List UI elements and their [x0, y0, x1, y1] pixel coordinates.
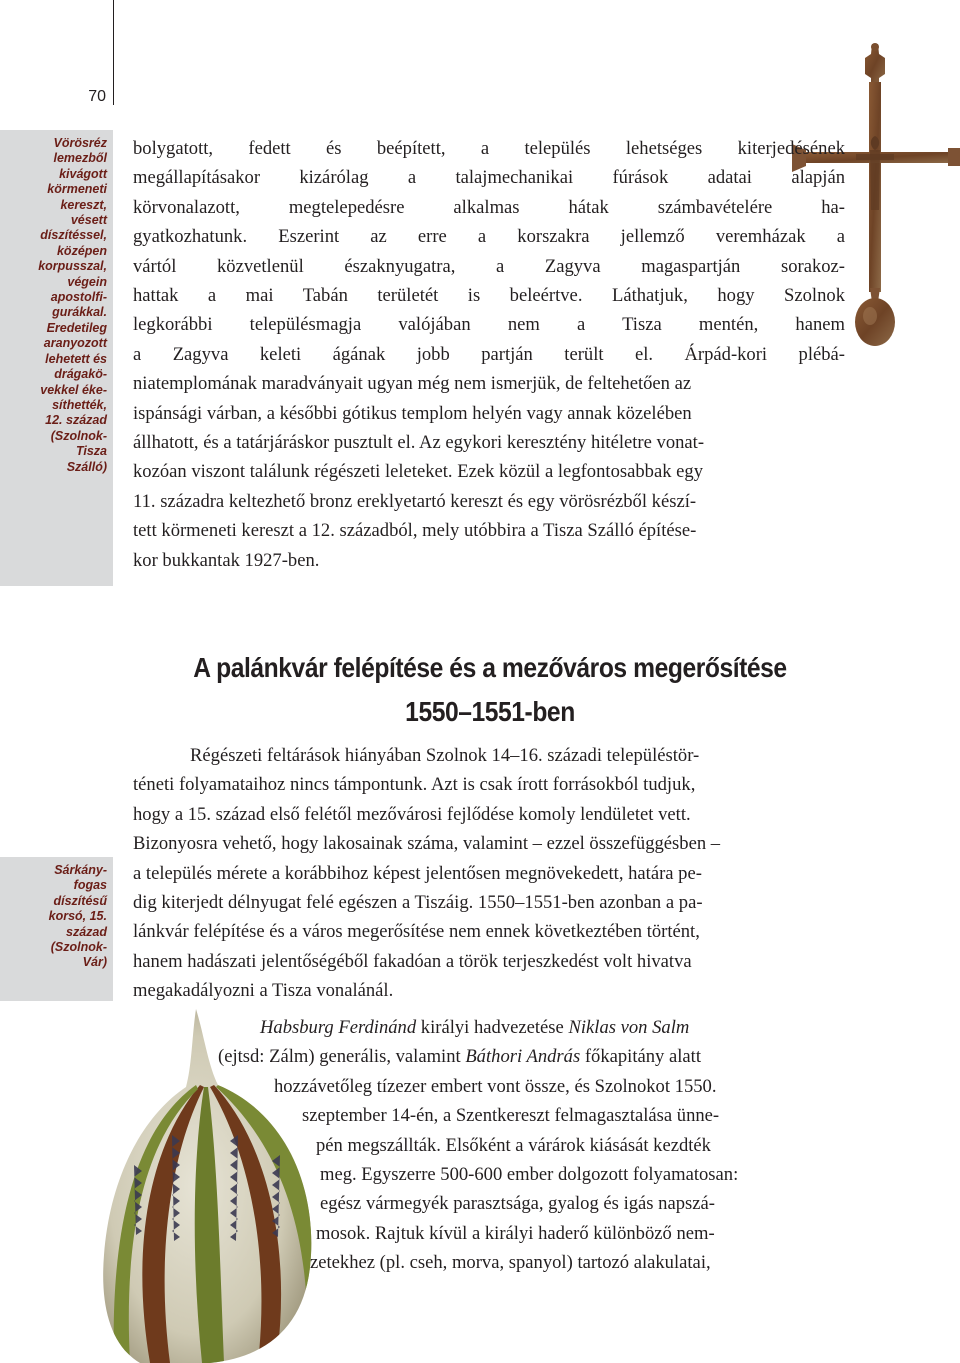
text-line: 11. századra keltezhető bronz ereklyetartó kereszt és egy vörösrézből készí- [133, 490, 697, 512]
caption-line: körmeneti [47, 182, 107, 197]
text-line: Bizonyosra vehető, hogy lakosainak száma, valamint – ezzel összefüggésben – [133, 833, 721, 855]
text-line: hozzávetőleg tízezer embert vont össze, és Szolnokot 1550. [274, 1075, 717, 1097]
text-line: szeptember 14-én, a Szentkereszt felmagasztalása ünne- [302, 1105, 720, 1127]
text-fragment: főkapitány alatt [580, 1046, 702, 1068]
person-name: Habsburg Ferdinánd [260, 1017, 417, 1038]
text-line: megakadályozni a Tisza vonalánál. [133, 980, 394, 1002]
caption-line: lehetett és [45, 351, 107, 366]
caption-line: drágakö- [54, 367, 107, 382]
caption-line: Sárkány- [54, 863, 107, 877]
person-name: Niklas von Salm [568, 1017, 690, 1038]
text-line: mosok. Rajtuk kívül a királyi haderő különböző nem- [316, 1222, 715, 1244]
text-line: vártól közvetlenül északnyugatra, a Zagyva magaspartján sorakoz- [133, 255, 845, 277]
text-fragment: királyi hadvezetése [416, 1017, 569, 1038]
caption-line: Szálló) [66, 459, 107, 474]
heading-line: 1550–1551-ben [405, 696, 575, 727]
text-line [200, 1013, 848, 1042]
text-line [200, 1042, 848, 1071]
text-line: hanem hadászati jelentőségéből fakadóan a török terjeszkedést volt hivatva [133, 950, 692, 972]
caption-line: vekkel éke- [40, 382, 107, 397]
text-line: körvonalazott, megtelepedésre alkalmas hátak számbavételére ha- [133, 196, 845, 218]
text-line: a település mérete a korábbihoz képest jelentősen megnövekedett, határa pe- [133, 862, 702, 884]
text-line: a Zagyva keleti ágának jobb partján terült el. Árpád-kori plébá- [133, 343, 845, 365]
text-line: Régészeti feltárások hiányában Szolnok 14–16. századi településtör- [190, 745, 700, 766]
cross-caption [0, 130, 113, 586]
caption-line: vésett [70, 213, 107, 228]
caption-line: végein [67, 274, 107, 289]
caption-line: kivágott [59, 166, 107, 181]
caption-line: korsó, 15. [48, 909, 107, 924]
person-name: Báthori András [465, 1046, 581, 1068]
caption-line: gurákkal. [52, 305, 107, 320]
caption-line: Eredetileg [46, 320, 107, 335]
page-number: 70 [88, 88, 106, 105]
text-line: téneti folyamataihoz nincs támpontunk. Azt is csak írott forrásokból tudjuk, [133, 774, 696, 796]
caption-line: középen [56, 243, 107, 258]
text-line: lánkvár felépítése és a város megerősítése nem ennek következtében történt, [133, 921, 700, 943]
caption-line: (Szolnok- [50, 940, 107, 955]
caption-line: kereszt, [60, 197, 107, 212]
section-heading [182, 646, 798, 734]
paragraph-2 [133, 741, 845, 1006]
text-line: egész vármegyék parasztsága, gyalog és igás napszá- [320, 1193, 715, 1215]
caption-line: díszítésű [53, 893, 107, 908]
text-line: dig kiterjedt délnyugat felé egészen a Tiszáig. 1550–1551-ben azonban a pa- [133, 892, 703, 914]
caption-line: fogas [73, 878, 107, 893]
caption-line: Vörösréz [53, 136, 107, 150]
text-line: tett körmeneti kereszt a 12. századból, mely utóbbira a Tisza Szálló építése- [133, 520, 697, 542]
caption-line: Tisza [75, 444, 107, 459]
text-line: hogy a 15. század első felétől mezővárosi fejlődése komoly lendületet vett. [133, 803, 691, 825]
text-line: kozóan viszont találunk régészeti leleteket. Ezek közül a legfontosabbak egy [133, 461, 703, 483]
text-fragment: (ejtsd: Zálm) generális, valamint [218, 1046, 466, 1068]
text-line: meg. Egyszerre 500-600 ember dolgozott folyamatosan: [320, 1164, 739, 1186]
text-line: megállapításakor kizárólag a talajmechanikai fúrások adatai alapján [133, 167, 845, 189]
caption-line: század [66, 924, 107, 939]
caption-line: díszítéssel, [40, 228, 107, 243]
text-line: pén megszállták. Elsőként a várárok kiásását kezdték [316, 1134, 711, 1156]
caption-line: (Szolnok- [50, 428, 107, 443]
caption-line: aranyozott [43, 336, 107, 351]
caption-line: korpusszal, [38, 259, 107, 274]
text-line: hattak a mai Tabán területét is beleértve. Láthatjuk, hogy Szolnok [133, 285, 845, 307]
heading-line: A palánkvár felépítése és a mezőváros megerősítése [193, 652, 787, 683]
text-line: ispánsági várban, a későbbi gótikus templom helyén vagy annak közelében [133, 402, 692, 424]
caption-line: 12. század [45, 413, 107, 428]
caption-line: apostolfi- [50, 290, 107, 305]
text-line: zetekhez (pl. cseh, morva, spanyol) tartozó alakulatai, [310, 1252, 711, 1274]
text-line: legkorábbi településmagja valójában nem a Tisza mentén, hanem [133, 314, 845, 336]
text-line: bolygatott, fedett és beépített, a település lehetséges kiterjedésének [133, 138, 845, 159]
header-rule [113, 0, 114, 105]
caption-line: Vár) [82, 955, 107, 970]
text-line: állhatott, és a tatárjáráskor pusztult el. Az egykori keresztény hitéletre vonat- [133, 432, 705, 454]
caption-line: síthették, [52, 397, 107, 412]
paragraph-1 [133, 134, 845, 575]
text-line: niatemplomának maradványait ugyan még nem ismerjük, de feltehetően az [133, 373, 692, 395]
text-line: gyatkozhatunk. Eszerint az erre a korszakra jellemző veremházak a [133, 226, 845, 248]
jug-caption [0, 857, 113, 1001]
caption-line: lemezből [53, 151, 107, 166]
paragraph-3 [200, 1013, 848, 1278]
text-line: kor bukkantak 1927-ben. [133, 549, 320, 571]
